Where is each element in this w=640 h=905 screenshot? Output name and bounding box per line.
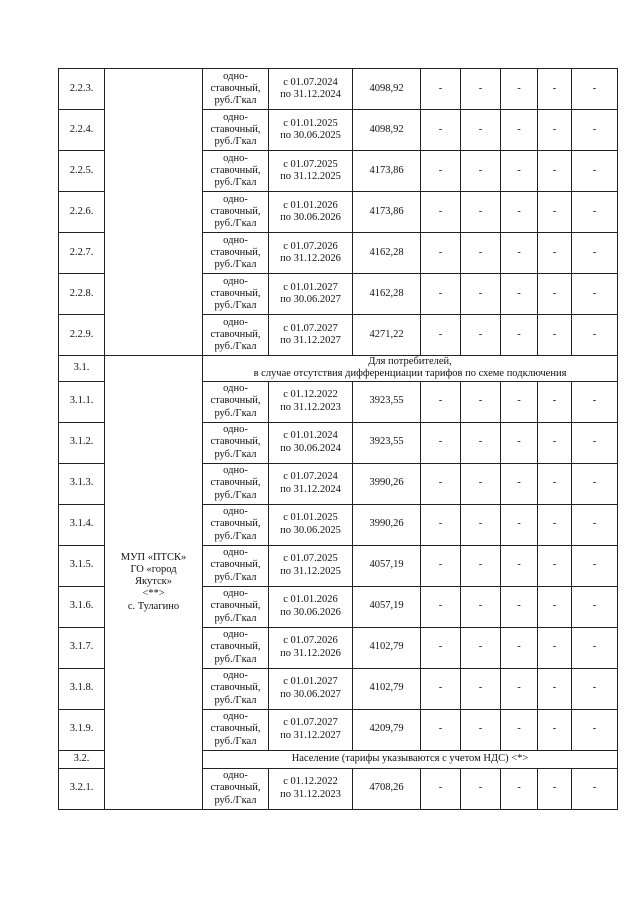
unit-cell: одно- ставочный, руб./Гкал [203,381,269,422]
dash-cell: - [572,463,618,504]
tariff-value: 3923,55 [353,381,421,422]
tariff-value: 3923,55 [353,422,421,463]
dash-cell: - [461,422,501,463]
period-cell: с 01.07.2027 по 31.12.2027 [269,315,353,356]
item-number: 2.2.4. [59,110,105,151]
dash-cell: - [501,315,538,356]
period-cell: с 01.01.2025 по 30.06.2025 [269,504,353,545]
section-header-row [59,356,618,382]
item-number: 3.1.6. [59,586,105,627]
dash-cell: - [572,110,618,151]
dash-cell: - [421,586,461,627]
dash-cell: - [421,315,461,356]
dash-cell: - [461,192,501,233]
dash-cell: - [421,110,461,151]
dash-cell: - [421,422,461,463]
item-number: 3.1.1. [59,381,105,422]
item-number: 3.1.9. [59,709,105,750]
period-cell: с 01.01.2027 по 30.06.2027 [269,274,353,315]
dash-cell: - [501,463,538,504]
period-cell: с 01.01.2027 по 30.06.2027 [269,668,353,709]
dash-cell: - [461,627,501,668]
dash-cell: - [501,274,538,315]
dash-cell: - [421,545,461,586]
period-cell: с 01.07.2026 по 31.12.2026 [269,233,353,274]
dash-cell: - [501,586,538,627]
unit-cell: одно- ставочный, руб./Гкал [203,586,269,627]
tariff-value: 4102,79 [353,627,421,668]
dash-cell: - [421,768,461,809]
dash-cell: - [572,315,618,356]
dash-cell: - [421,668,461,709]
item-number: 2.2.3. [59,69,105,110]
dash-cell: - [501,768,538,809]
dash-cell: - [538,504,572,545]
dash-cell: - [501,110,538,151]
dash-cell: - [572,233,618,274]
item-number: 3.1.3. [59,463,105,504]
item-number: 3.1.5. [59,545,105,586]
unit-cell: одно- ставочный, руб./Гкал [203,151,269,192]
dash-cell: - [501,233,538,274]
dash-cell: - [538,709,572,750]
dash-cell: - [538,545,572,586]
dash-cell: - [421,233,461,274]
dash-cell: - [461,586,501,627]
tariff-value: 4271,22 [353,315,421,356]
dash-cell: - [421,627,461,668]
section-number: 3.2. [59,750,105,768]
tariff-value: 4162,28 [353,233,421,274]
dash-cell: - [461,668,501,709]
dash-cell: - [572,709,618,750]
dash-cell: - [501,422,538,463]
dash-cell: - [421,69,461,110]
table-row [59,69,618,110]
section-number: 3.1. [59,356,105,382]
tariff-value: 4209,79 [353,709,421,750]
dash-cell: - [572,545,618,586]
dash-cell: - [572,504,618,545]
dash-cell: - [572,69,618,110]
dash-cell: - [461,233,501,274]
dash-cell: - [501,627,538,668]
period-cell: с 01.07.2024 по 31.12.2024 [269,69,353,110]
unit-cell: одно- ставочный, руб./Гкал [203,668,269,709]
unit-cell: одно- ставочный, руб./Гкал [203,110,269,151]
period-cell: с 01.07.2026 по 31.12.2026 [269,627,353,668]
dash-cell: - [538,69,572,110]
item-number: 2.2.8. [59,274,105,315]
tariff-value: 4173,86 [353,151,421,192]
dash-cell: - [421,381,461,422]
period-cell: с 01.07.2027 по 31.12.2027 [269,709,353,750]
period-cell: с 01.01.2025 по 30.06.2025 [269,110,353,151]
dash-cell: - [501,192,538,233]
unit-cell: одно- ставочный, руб./Гкал [203,504,269,545]
period-cell: с 01.07.2024 по 31.12.2024 [269,463,353,504]
dash-cell: - [538,110,572,151]
tariff-value: 4098,92 [353,110,421,151]
tariff-value: 4098,92 [353,69,421,110]
tariff-value: 4162,28 [353,274,421,315]
dash-cell: - [538,627,572,668]
dash-cell: - [501,545,538,586]
organization-cell: МУП «ПТСК» ГО «город Якутск» <**> с. Тулагино [105,356,203,810]
dash-cell: - [501,69,538,110]
unit-cell: одно- ставочный, руб./Гкал [203,768,269,809]
dash-cell: - [501,668,538,709]
period-cell: с 01.12.2022 по 31.12.2023 [269,381,353,422]
dash-cell: - [461,768,501,809]
dash-cell: - [572,274,618,315]
dash-cell: - [461,315,501,356]
unit-cell: одно- ставочный, руб./Гкал [203,463,269,504]
dash-cell: - [538,381,572,422]
unit-cell: одно- ставочный, руб./Гкал [203,422,269,463]
dash-cell: - [572,627,618,668]
dash-cell: - [538,192,572,233]
organization-cell-blank [105,69,203,356]
dash-cell: - [461,545,501,586]
period-cell: с 01.07.2025 по 31.12.2025 [269,545,353,586]
dash-cell: - [421,151,461,192]
dash-cell: - [501,151,538,192]
dash-cell: - [572,668,618,709]
tariff-value: 3990,26 [353,463,421,504]
dash-cell: - [538,151,572,192]
dash-cell: - [572,151,618,192]
dash-cell: - [572,381,618,422]
tariff-value: 4057,19 [353,586,421,627]
dash-cell: - [461,151,501,192]
tariff-value: 3990,26 [353,504,421,545]
period-cell: с 01.01.2026 по 30.06.2026 [269,192,353,233]
unit-cell: одно- ставочный, руб./Гкал [203,709,269,750]
dash-cell: - [461,709,501,750]
unit-cell: одно- ставочный, руб./Гкал [203,545,269,586]
unit-cell: одно- ставочный, руб./Гкал [203,69,269,110]
dash-cell: - [461,69,501,110]
dash-cell: - [538,315,572,356]
item-number: 3.1.8. [59,668,105,709]
dash-cell: - [538,233,572,274]
unit-cell: одно- ставочный, руб./Гкал [203,315,269,356]
dash-cell: - [538,463,572,504]
dash-cell: - [572,422,618,463]
dash-cell: - [572,192,618,233]
item-number: 2.2.7. [59,233,105,274]
dash-cell: - [421,274,461,315]
dash-cell: - [538,668,572,709]
section-caption: Население (тарифы указываются с учетом НДС) <*> [203,750,618,768]
item-number: 2.2.6. [59,192,105,233]
dash-cell: - [501,381,538,422]
dash-cell: - [461,110,501,151]
dash-cell: - [501,504,538,545]
tariff-value: 4173,86 [353,192,421,233]
unit-cell: одно- ставочный, руб./Гкал [203,233,269,274]
period-cell: с 01.01.2026 по 30.06.2026 [269,586,353,627]
dash-cell: - [538,586,572,627]
item-number: 2.2.5. [59,151,105,192]
period-cell: с 01.01.2024 по 30.06.2024 [269,422,353,463]
dash-cell: - [501,709,538,750]
dash-cell: - [461,463,501,504]
dash-cell: - [538,768,572,809]
unit-cell: одно- ставочный, руб./Гкал [203,627,269,668]
dash-cell: - [421,192,461,233]
dash-cell: - [421,504,461,545]
dash-cell: - [538,274,572,315]
period-cell: с 01.07.2025 по 31.12.2025 [269,151,353,192]
dash-cell: - [538,422,572,463]
tariff-value: 4708,26 [353,768,421,809]
tariff-value: 4057,19 [353,545,421,586]
dash-cell: - [572,768,618,809]
dash-cell: - [461,504,501,545]
item-number: 2.2.9. [59,315,105,356]
dash-cell: - [572,586,618,627]
section-caption: Для потребителей, в случае отсутствия дифференциации тарифов по схеме подключения [203,356,618,382]
dash-cell: - [461,274,501,315]
tariff-value: 4102,79 [353,668,421,709]
tariff-table [58,68,618,810]
item-number: 3.1.4. [59,504,105,545]
item-number: 3.1.2. [59,422,105,463]
unit-cell: одно- ставочный, руб./Гкал [203,192,269,233]
dash-cell: - [461,381,501,422]
unit-cell: одно- ставочный, руб./Гкал [203,274,269,315]
dash-cell: - [421,709,461,750]
dash-cell: - [421,463,461,504]
item-number: 3.1.7. [59,627,105,668]
item-number: 3.2.1. [59,768,105,809]
period-cell: с 01.12.2022 по 31.12.2023 [269,768,353,809]
